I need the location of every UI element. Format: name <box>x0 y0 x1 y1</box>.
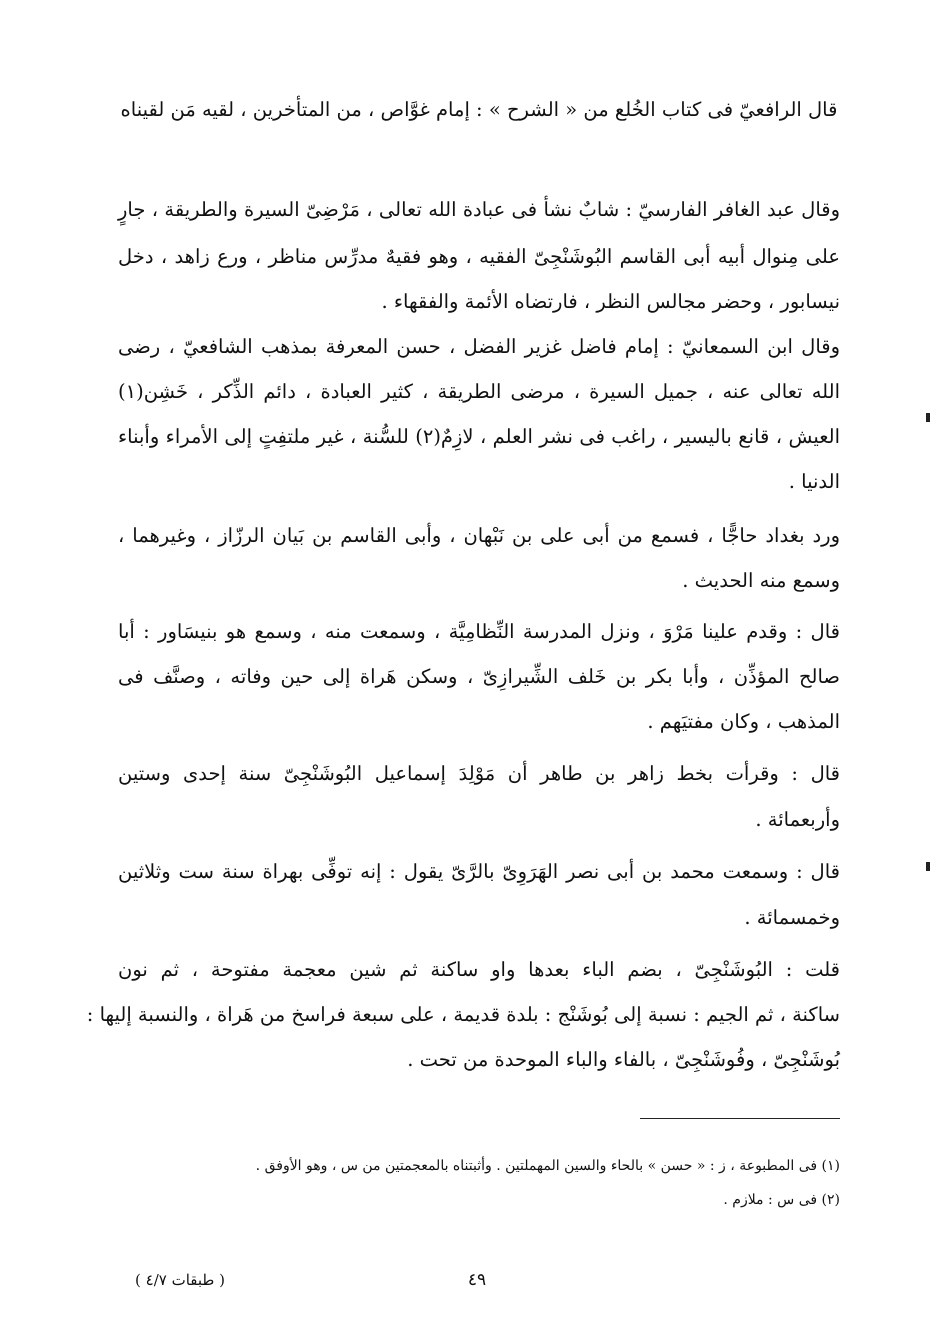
paragraph-6-line-1: قال : وسمعت محمد بن أبى نصر الهَرَوِىّ بالرَّىّ يقول : إنه توفِّى بهراة سنة ست وثلاثين <box>118 860 840 883</box>
paragraph-2-line-3: العيش ، قانع باليسير ، راغب فى نشر العلم ، لازِمٌ(٢) للسُّنة ، غير ملتفِتٍ إلى الأمراء وأبناء <box>118 425 841 448</box>
paragraph-5-line-1: قال : وقرأت بخط زاهر بن طاهر أن مَوْلِدَ إسماعيل البُوشَنْجِىّ سنة إحدى وستين <box>118 762 840 785</box>
footnote-1: (١) فى المطبوعة ، ز : « حسن » بالحاء والسين المهملتين . وأثبتناه بالمعجمتين من س ، وهو الأوفق . <box>255 1158 840 1174</box>
paragraph-4-line-3: المذهب ، وكان مفتيَهم . <box>647 710 840 733</box>
page-number: ٤٩ <box>467 1270 487 1290</box>
page-header-line: قال الرافعيّ فى كتاب الخُلع من « الشرح » : إمام غوَّاص ، من المتأخرين ، لقيه مَن لقيناه <box>120 98 838 121</box>
paragraph-1-line-2: على مِنوال أبيه أبى القاسم البُوشَنْجِىّ الفقيه ، وهو فقيهٌ مدرِّس مناظر ، ورع زاهد ، دخل <box>118 245 840 268</box>
paragraph-2-line-2: الله تعالى عنه ، جميل السيرة ، مرضى الطريقة ، كثير العبادة ، دائم الذِّكر ، خَشِن(١) <box>118 380 840 403</box>
paragraph-7-line-1: قلت : البُوشَنْجِىّ ، بضم الباء بعدها واو ساكنة ثم شين معجمة مفتوحة ، ثم نون <box>118 958 840 981</box>
margin-mark <box>926 862 930 871</box>
paragraph-4-line-2: صالح المؤذِّن ، وأبا بكر بن خَلف الشِّيرازِىّ ، وسكن هَراة إلى حين وفاته ، وصنَّف فى <box>118 665 840 688</box>
paragraph-7-line-2: ساكنة ، ثم الجيم : نسبة إلى بُوشَنْج : بلدة قديمة ، على سبعة فراسخ من هَراة ، والنسبة إليها : <box>86 1003 840 1026</box>
paragraph-7-line-3: بُوشَنْجِىّ ، وفُوشَنْجِىّ ، بالفاء والباء الموحدة من تحت . <box>407 1048 840 1071</box>
paragraph-4-line-1: قال : وقدم علينا مَرْوَ ، ونزل المدرسة النِّظامِيَّة ، وسمعت منه ، وسمع هو بنيسَاور : أبا <box>118 620 840 643</box>
paragraph-3-line-1: ورد بغداد حاجًّا ، فسمع من أبى على بن نَبْهان ، وأبى القاسم بن بَيان الرزّاز ، وغيرهما ، <box>118 524 840 547</box>
margin-mark <box>926 413 930 422</box>
paragraph-1-line-1: وقال عبد الغافر الفارسيّ : شابٌ نشأ فى عبادة الله تعالى ، مَرْضِىّ السيرة والطريقة ، جارٍ <box>118 198 840 221</box>
signature-mark: ( طبقات ٤/٧ ) <box>135 1271 225 1289</box>
footnote-2: (٢) فى س : ملازم . <box>723 1192 840 1208</box>
paragraph-6-line-2: وخمسمائة . <box>744 906 840 929</box>
footnote-divider <box>640 1118 840 1119</box>
paragraph-1-line-3: نيسابور ، وحضر مجالس النظر ، فارتضاه الأئمة والفقهاء . <box>381 290 840 313</box>
paragraph-5-line-2: وأربعمائة . <box>755 808 840 831</box>
paragraph-2-line-4: الدنيا . <box>788 470 840 493</box>
paragraph-2-line-1: وقال ابن السمعانيّ : إمام فاضل غزير الفضل ، حسن المعرفة بمذهب الشافعيّ ، رضى <box>118 335 840 358</box>
paragraph-3-line-2: وسمع منه الحديث . <box>682 569 840 592</box>
